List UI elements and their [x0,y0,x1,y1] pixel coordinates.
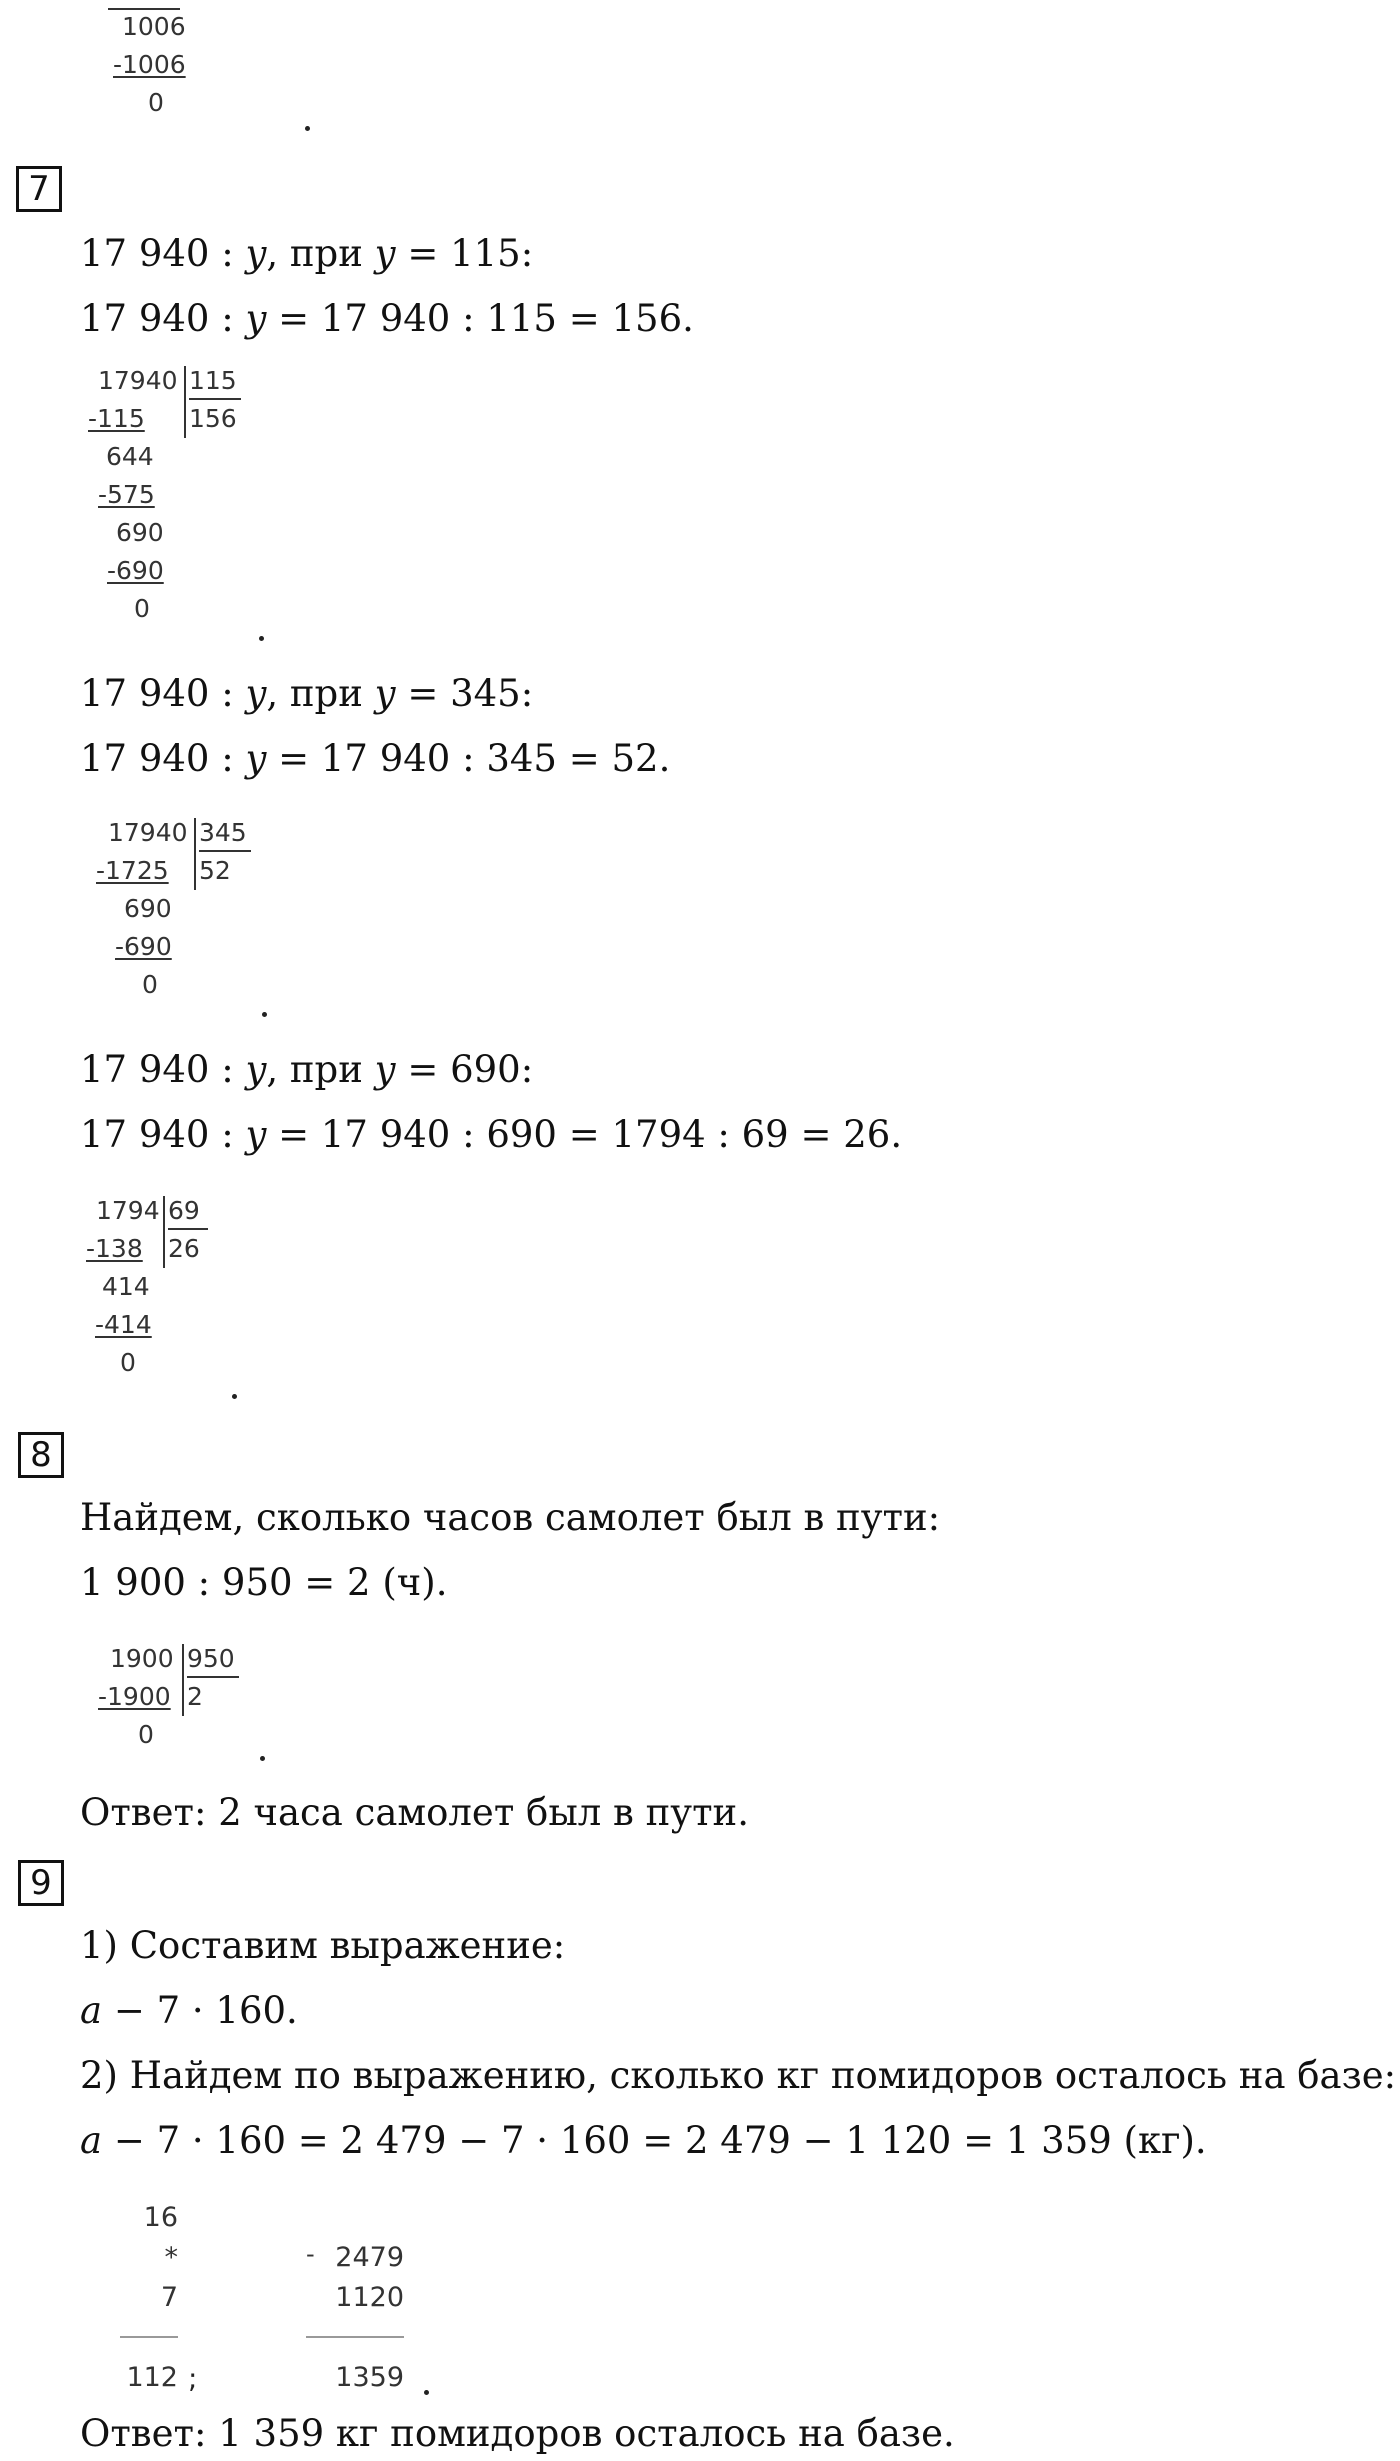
task7-line4: 17 940 : y = 17 940 : 345 = 52. [80,737,671,780]
division-row: -138 [86,1234,143,1263]
task7-line6: 17 940 : y = 17 940 : 690 = 1794 : 69 = 26. [80,1113,903,1156]
task7-line2: 17 940 : y = 17 940 : 115 = 156. [80,297,694,340]
divisor: 950 [187,1640,239,1678]
division-row: 0 [120,1348,136,1377]
dividend: 1900 [110,1644,174,1673]
task8-answer: Ответ: 2 часа самолет был в пути. [80,1791,749,1834]
task9-answer: Ответ: 1 359 кг помидоров осталось на базе. [80,2412,955,2455]
dividend: 1794 [96,1196,160,1225]
divisor: 69 [168,1192,208,1230]
task8-line2: 1 900 : 950 = 2 (ч). [80,1561,448,1604]
division-row: -1725 [96,856,169,885]
sub-result: 1359 [335,2362,404,2393]
sub-line [306,2336,404,2338]
minus-sign: - [306,2240,315,2268]
division-row: -690 [107,556,164,585]
sub-result-wrap [318,2358,404,2398]
quotient: 26 [168,1234,200,1263]
mult-result-wrap [120,2358,178,2398]
divisor: 345 [199,814,251,852]
period-dot [260,1756,265,1761]
task9-line4: a − 7 · 160 = 2 479 − 7 · 160 = 2 479 − 1 120 = 1 359 (кг). [80,2119,1207,2162]
mult-result: 112 [126,2362,178,2393]
task9-line2: a − 7 · 160. [80,1989,298,2032]
period-dot [259,636,264,641]
division-row: -414 [95,1310,152,1339]
quotient: 2 [187,1682,203,1711]
division-row: -1900 [98,1682,171,1711]
division-row: 644 [106,442,154,471]
division-row: 414 [102,1272,150,1301]
task9-line3: 2) Найдем по выражению, сколько кг помидоров осталось на базе: [80,2054,1397,2097]
quotient: 52 [199,856,231,885]
division-row: 690 [116,518,164,547]
task7-line1: 17 940 : y, при y = 115: [80,232,534,275]
multiplicand: 16 [143,2202,178,2233]
division-row: 0 [142,970,158,999]
column-subtraction [318,2238,404,2318]
task7-line3: 17 940 : y, при y = 345: [80,672,534,715]
division-row: 690 [124,894,172,923]
task-number-7: 7 [16,166,62,212]
period-dot [232,1394,237,1399]
period-dot [262,1012,267,1017]
period-dot [305,126,310,131]
task7-line5: 17 940 : y, при y = 690: [80,1048,534,1091]
division-row: 1006 [122,12,186,41]
division-row: 0 [138,1720,154,1749]
multiplier: 7 [160,2282,178,2313]
division-row: -1006 [113,50,186,79]
task9-line1: 1) Составим выражение: [80,1924,566,1967]
minuend: 2479 [335,2242,404,2273]
task-number-9: 9 [18,1860,64,1906]
task8-line1: Найдем, сколько часов самолет был в пути: [80,1496,941,1539]
period-dot [424,2390,429,2395]
mult-line [120,2336,178,2338]
dividend: 17940 [98,366,178,395]
subtrahend: 1120 [335,2282,404,2313]
division-row: 0 [134,594,150,623]
task-number-8: 8 [18,1432,64,1478]
division-row: -575 [98,480,155,509]
divisor: 115 [189,362,241,400]
long-division-4 [98,1640,268,1760]
multiply-sign: * [164,2242,178,2273]
column-multiplication [120,2198,178,2318]
dividend: 17940 [108,818,188,847]
division-row: -115 [88,404,145,433]
semicolon: ; [188,2362,198,2395]
division-row: 0 [148,88,164,117]
long-division-2 [96,814,266,1004]
division-row: -690 [115,932,172,961]
long-division-3 [86,1192,236,1382]
quotient: 156 [189,404,237,433]
long-division-1 [88,362,258,622]
